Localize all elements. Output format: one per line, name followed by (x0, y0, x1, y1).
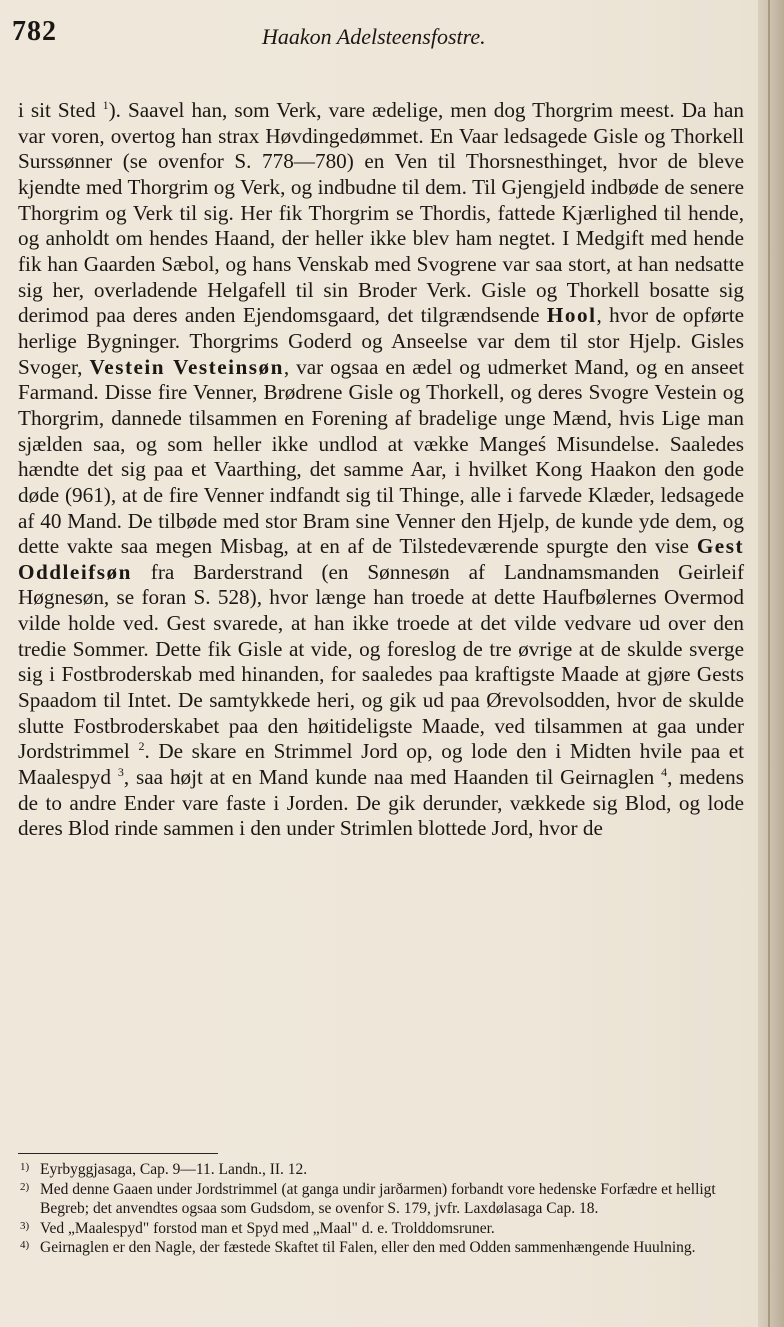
footnote-text: Med denne Gaaen under Jordstrimmel (at ganga undir jarðarmen) forbandt vore hedenske Forfædre et helligt Begreb; det anvendtes ogsaa som Gudsdom, se ovenfor S. 179, jvfr. Laxdølasaga Cap. 18. (40, 1180, 716, 1217)
emphasis-person-name: Gest Oddleifsøn (18, 534, 745, 584)
footnote-ref-4: 4 (661, 765, 668, 779)
text-segment: fra Barderstrand (en Sønnesøn af Landnamsmanden Geirleif Høgnesøn, se foran S. 528), hvor længe han troede at dette Haufbølernes Overmod vilde holde ved. Gest svarede, at han ikke troede at det vilde vedvare ud over den tredie Sommer. Dette fik Gisle at vide, og foreslog de tre øvrige at de skulde sverge sig i Fostbroderskab med hinanden, for saaledes paa kraftigste Maade at gjøre Gests Spaadom til Intet. De samtykkede heri, og gik ud paa Ørevolsodden, hvor de skulde slutte Fostbroderskabet paa den høitideligste Maade, ved tilsammen at gaa under Jordstrimmel (18, 559, 745, 764)
emphasis-person-name: Vestein Vesteinsøn (89, 354, 284, 379)
main-text (18, 98, 744, 842)
footnote (18, 1219, 742, 1239)
footnote (18, 1160, 742, 1180)
page-number: 782 (12, 16, 57, 47)
footnote-ref-3: 3 (117, 765, 124, 779)
text-segment: , hvor de opførte herlige Bygninger. Thorgrims Goderd og Anseelse var dem til stor Hjelp. Gisles Svoger, (18, 303, 744, 379)
footnote-marker: 3) (20, 1219, 30, 1232)
footnote-text: Eyrbyggjasaga, Cap. 9—11. Landn., II. 12. (40, 1161, 308, 1178)
footnote-marker: 1) (20, 1161, 30, 1173)
running-title: Haakon Adelsteensfostre. (262, 24, 486, 49)
footnote-ref-2: 2 (138, 739, 145, 754)
footnote-ref-1: 1 (102, 97, 109, 112)
page-edge-line (768, 0, 770, 1327)
footnote (18, 1238, 742, 1258)
footnotes (18, 1160, 742, 1258)
footnote-text: Ved „Maalespyd" forstod man et Spyd med „Maal" d. e. Trolddomsruner. (40, 1219, 495, 1237)
footnote-text: Geirnaglen er den Nagle, der fæstede Skaftet til Falen, eller den med Odden sammenhængende Huulning. (40, 1239, 696, 1256)
text-segment: , saa højt at en Mand kunde naa med Haanden til Geirnaglen (123, 765, 655, 790)
text-segment: ). Saavel han, som Verk, vare ædelige, men dog Thorgrim meest. Da han var voren, overtog han strax Høvdingedømmet. En Vaar ledsagede Gisle og Thorkell Surssønner (se ovenfor S. 778—780) en Ven til Thorsnesthinget, hvor de bleve kjendte med Thorgrim og Verk, og indbudne til dem. Til Gjengjeld indbøde de senere Thorgrim og Verk til sig. Her fik Thorgrim se Thordis, fattede Kjærlighed til hende, og anholdt om hendes Haand, der heller ikke blev ham negtet. I Medgift med hende fik han Gaarden Sæbol, og hans Venskab med Svogrene var saa stort, at han nedsatte sig her, overladende Helgafell til sin Broder Verk. Gisle og Thorkell bosatte sig derimod paa deres anden Ejendomsgaard, det tilgrændsende (18, 98, 745, 328)
page-header (12, 16, 742, 56)
footnote-divider (18, 1153, 218, 1154)
footnote-marker: 2) (20, 1180, 30, 1193)
footnote-marker: 4) (20, 1239, 30, 1251)
footnote (18, 1180, 742, 1219)
text-segment: . De skare en Strimmel Jord op, og lode den i Midten hvile paa et Maalespyd (18, 739, 745, 790)
emphasis-place-name: Hool (546, 303, 597, 328)
body-paragraph (18, 98, 744, 842)
text-segment: , var ogsaa en ædel og udmerket Mand, og en anseet Farmand. Disse fire Venner, Brødrene Gisle og Thorkell, og deres Svogre Vestein og Thorgrim, dannede tilsammen en Forening af bradelige unge Mænd, hvis Lige man sjælden saa, og som heller ikke undlod at vække Mangeś Misundelse. Saaledes hændte det sig paa et Vaarthing, det samme Aar, i hvilket Kong Haakon den gode døde (961), at de fire Venner indfandt sig til Thinge, alle i farvede Klæder, ledsagede af 40 Mand. De tilbøde med stor Bram sine Venner den Hjelp, de kunde yde dem, og dette vakte saa megen Misbag, at en af de Tilstedeværende spurgte den vise (18, 354, 744, 559)
text-segment: i sit Sted (18, 98, 96, 122)
text-segment: , medens de to andre Ender vare faste i Jorden. De gik derunder, vækkede sig Blod, og lode deres Blod rinde sammen i den under Strimlen blottede Jord, hvor de (18, 765, 744, 841)
book-binding-edge (758, 0, 784, 1327)
